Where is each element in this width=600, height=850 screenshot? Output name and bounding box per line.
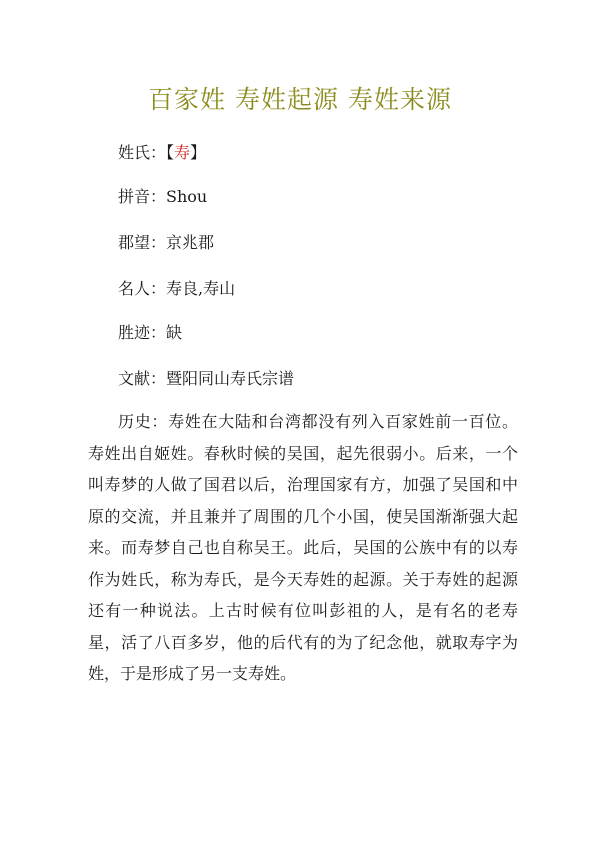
landmarks-label: 胜迹：: [118, 323, 167, 342]
history-text: 寿姓在大陆和台湾都没有列入百家姓前一百位。寿姓出自姬姓。春秋时候的吴国，起先很弱小。后来，一个叫寿梦的人做了国君以后，治理国家有方，加强了吴国和中原的交流，并且兼并了周围的几个小国，使吴国渐渐强大起来。而寿梦自己也自称吴王。此后，吴国的公族中有的以寿作为姓氏，称为寿氏，是今天寿姓的起源。关于寿姓的起源还有一种说法。上古时候有位叫彭祖的人，是有名的老寿星，活了八百多岁，他的后代有的为了纪念他，就取寿字为姓，于是形成了另一支寿姓。: [88, 412, 518, 683]
commandery-value: 京兆郡: [166, 233, 215, 252]
history-paragraph: [88, 406, 518, 690]
pinyin-row: [118, 187, 207, 207]
pinyin-value: Shou: [166, 187, 208, 206]
celebrities-value: 寿良,寿山: [166, 279, 236, 298]
landmarks-row: [118, 323, 182, 343]
commandery-row: [118, 233, 214, 253]
celebrities-row: [118, 279, 235, 299]
literature-row: [118, 369, 294, 389]
surname-bracket-close: 】: [190, 143, 207, 162]
literature-label: 文献：: [118, 369, 167, 388]
page-title: 百家姓 寿姓起源 寿姓来源: [148, 85, 452, 114]
pinyin-label: 拼音：: [118, 187, 167, 206]
commandery-label: 郡望：: [118, 233, 167, 252]
literature-value: 暨阳同山寿氏宗谱: [166, 369, 295, 388]
celebrities-label: 名人：: [118, 279, 167, 298]
surname-row: [118, 143, 206, 163]
surname-bracket-open: 【: [166, 143, 175, 162]
surname-value: 寿: [174, 143, 191, 162]
surname-label: 姓氏：: [118, 143, 167, 162]
history-label: 历史：: [118, 412, 169, 431]
landmarks-value: 缺: [166, 323, 183, 342]
